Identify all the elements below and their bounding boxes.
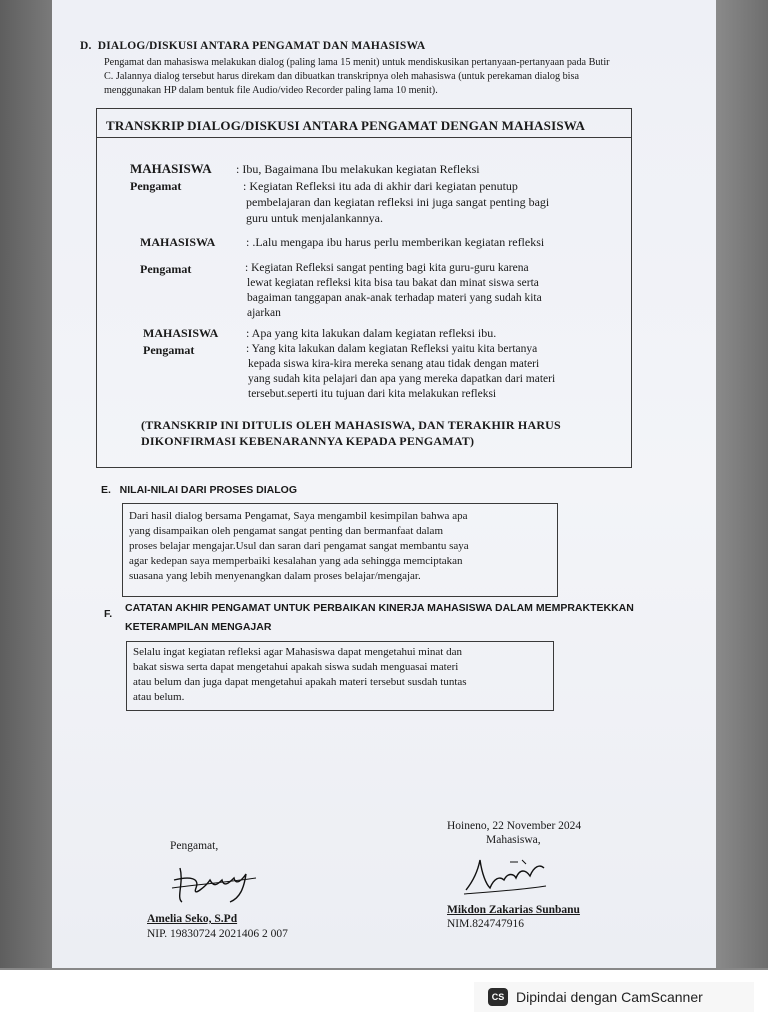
speaker-mahasiswa-3: MAHASISWA <box>143 326 219 340</box>
dialog-2-line-3: guru untuk menjalankannya. <box>246 211 383 225</box>
section-d-intro-1: Pengamat dan mahasiswa melakukan dialog (paling lama 15 menit) untuk mendiskusikan pertanyaan-pertanyaan pada Butir <box>104 57 610 68</box>
dialog-6-line-3: yang sudah kita pelajari dan apa yang mereka dapatkan dari materi <box>248 373 556 385</box>
dialog-3-line-1: : .Lalu mengapa ibu harus perlu memberikan kegiatan refleksi <box>246 235 545 249</box>
speaker-pengamat-3: Pengamat <box>143 343 195 357</box>
pengamat-signature <box>170 858 260 908</box>
section-f-line-4: atau belum. <box>133 691 185 703</box>
section-f-title-1: CATATAN AKHIR PENGAMAT UNTUK PERBAIKAN KINERJA MAHASISWA DALAM MEMPRAKTEKKAN <box>125 602 634 614</box>
section-e-line-4: agar kedepan saya memperbaiki kesalahan yang ada sehingga memciptakan <box>129 555 463 567</box>
transcript-title-divider <box>97 137 631 138</box>
dialog-2-line-2: pembelajaran dan kegiatan refleksi ini juga sangat penting bagi <box>246 195 550 209</box>
speaker-mahasiswa-2: MAHASISWA <box>140 235 216 249</box>
section-f-line-1: Selalu ingat kegiatan refleksi agar Mahasiswa dapat mengetahui minat dan <box>133 646 462 658</box>
dialog-6-line-1: : Yang kita lakukan dalam kegiatan Refleksi yaitu kita bertanya <box>246 343 538 355</box>
dialog-2-line-1: : Kegiatan Refleksi itu ada di akhir dari kegiatan penutup <box>243 179 518 193</box>
dialog-5-line-1: : Apa yang kita lakukan dalam kegiatan refleksi ibu. <box>246 326 497 340</box>
section-d-intro-2: C. Jalannya dialog tersebut harus direkam dan dibuatkan transkripnya oleh mahasiswa (untuk perekaman dialog bisa <box>104 71 579 82</box>
dialog-6-line-4: tersebut.seperti itu tujuan dari kita melakukan refleksi <box>248 388 497 400</box>
camscanner-watermark <box>474 982 754 1012</box>
section-f-title-2: KETERAMPILAN MENGAJAR <box>125 621 272 633</box>
dialog-1-line-1: : Ibu, Bagaimana Ibu melakukan kegiatan Refleksi <box>236 162 480 176</box>
speaker-pengamat-1: Pengamat <box>130 179 182 193</box>
transcript-note-2: DIKONFIRMASI KEBENARANNYA KEPADA PENGAMAT) <box>141 434 475 448</box>
section-d-intro-3: menggunakan HP dalam bentuk file Audio/video Recorder paling lama 10 menit). <box>104 85 438 96</box>
mahasiswa-nim: NIM.824747916 <box>447 918 524 930</box>
dialog-6-line-2: kepada siswa kira-kira mereka senang atau tidak dengan materi <box>248 358 540 370</box>
dialog-4-line-4: ajarkan <box>247 307 281 319</box>
pengamat-nip: NIP. 19830724 2021406 2 007 <box>147 928 288 940</box>
section-e-line-3: proses belajar mengajar.Usul dan saran dari pengamat sangat membantu saya <box>129 540 469 552</box>
transcript-note-1: (TRANSKRIP INI DITULIS OLEH MAHASISWA, DAN TERAKHIR HARUS <box>141 418 561 432</box>
camscanner-logo-icon: CS <box>488 988 508 1006</box>
place-date: Hoineno, 22 November 2024 <box>447 820 582 832</box>
section-d-title: D. DIALOG/DISKUSI ANTARA PENGAMAT DAN MAHASISWA <box>80 40 426 52</box>
dialog-4-line-2: lewat kegiatan refleksi kita bisa tau bakat dan minat siswa serta <box>247 277 539 289</box>
mahasiswa-name: Mikdon Zakarias Sunbanu <box>447 904 580 916</box>
pengamat-name: Amelia Seko, S.Pd <box>147 913 238 925</box>
scan-bottom-edge <box>0 968 768 970</box>
section-e-line-2: yang disampaikan oleh pengamat sangat penting dan bermanfaat dalam <box>129 525 443 537</box>
speaker-mahasiswa-1: MAHASISWA <box>130 161 212 176</box>
pengamat-label: Pengamat, <box>170 840 219 852</box>
section-f-line-3: atau belum dan juga dapat mengetahui apakah materi tersebut susdah tuntas <box>133 676 467 688</box>
dialog-4-line-1: : Kegiatan Refleksi sangat penting bagi kita guru-guru karena <box>245 262 529 274</box>
section-e-line-5: suasana yang lebih menyenangkan dalam proses belajar/mengajar. <box>129 570 421 582</box>
dialog-4-line-3: bagaiman tanggapan anak-anak terhadap materi yang sudah kita <box>247 292 542 304</box>
scan-left-edge <box>0 0 52 970</box>
section-e-line-1: Dari hasil dialog bersama Pengamat, Saya mengambil kesimpilan bahwa apa <box>129 510 468 522</box>
section-f-line-2: bakat siswa serta dapat mengetahui apakah siswa sudah menguasai materi <box>133 661 459 673</box>
mahasiswa-label: Mahasiswa, <box>486 834 541 846</box>
mahasiswa-signature <box>460 850 550 900</box>
section-e-title: E. NILAI-NILAI DARI PROSES DIALOG <box>101 484 298 496</box>
section-f-letter: F. <box>104 608 113 620</box>
transcript-title: TRANSKRIP DIALOG/DISKUSI ANTARA PENGAMAT DENGAN MAHASISWA <box>106 118 586 133</box>
scan-right-edge <box>716 0 768 970</box>
camscanner-label: Dipindai dengan CamScanner <box>516 989 703 1005</box>
speaker-pengamat-2: Pengamat <box>140 262 192 276</box>
